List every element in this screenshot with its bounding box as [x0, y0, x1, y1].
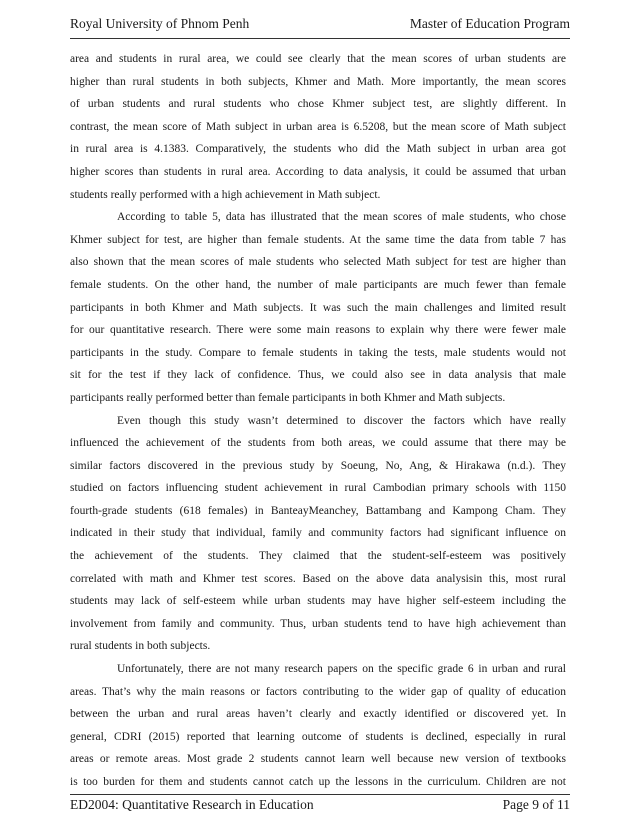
text-line: similar factors discovered in the previous study by Soeung, No, Ang, & Hirakawa (n.d.). They: [70, 459, 566, 472]
text-line: indicated in their study that individual, family and community factors had significant influence on: [70, 527, 566, 540]
page-header: [70, 16, 570, 39]
text-line: fourth-grade students (618 females) in BanteayMeanchey, Battambang and Kampong Cham. They: [70, 504, 566, 517]
text-line: also shown that the mean scores of male students who selected Math subject for test are higher than: [70, 256, 566, 269]
text-line: involvement from family and community. Thus, urban students tend to have high achievement than: [70, 617, 566, 630]
text-line: the achievement of the students. They claimed that the student-self-esteem was positively: [70, 550, 566, 563]
text-line: Even though this study wasn’t determined to discover the factors which have really: [117, 414, 566, 427]
text-line: in rural area is 4.1383. Comparatively, the students who did the Math subject in urban area got: [70, 143, 566, 156]
text-line: for our quantitative research. There were some main reasons to explain why there were fewer male: [70, 324, 566, 337]
text-line: According to table 5, data has illustrated that the mean scores of male students, who chose: [117, 211, 566, 224]
text-line: general, CDRI (2015) reported that learning outcome of students is declined, especially in rural: [70, 730, 566, 743]
text-line: participants in both Khmer and Math subjects. It was such the main challenges and limited result: [70, 301, 566, 314]
text-line: areas or remote areas. Most grade 2 students cannot learn well because new version of textbooks: [70, 753, 566, 766]
text-line: is too burden for them and students cannot catch up the lessons in the curriculum. Children are not: [70, 776, 566, 788]
text-line: area and students in rural area, we could see clearly that the mean scores of urban students are: [70, 53, 566, 65]
header-program: Master of Education Program: [409, 16, 570, 31]
text-line: students may lack of self-esteem while urban students may have higher self-esteem including the: [70, 595, 566, 608]
text-line: female students. On the other hand, the number of male participants are much fewer than female: [70, 278, 566, 291]
footer-course: ED2004: Quantitative Research in Education: [70, 797, 314, 812]
text-line: rural students in both subjects.: [70, 640, 211, 653]
text-line: sit for the test if they lack of confidence. Thus, we could also see in data analysis that male: [70, 369, 566, 382]
text-line: correlated with math and Khmer test scores. Based on the above data analysisin this, most rural: [70, 572, 566, 585]
text-line: influenced the achievement of the students from both areas, we could assume that there may be: [70, 437, 566, 450]
text-line: Khmer subject for test, are higher than female students. At the same time the data from table 7 has: [70, 233, 566, 246]
text-line: areas. That’s why the main reasons or factors contributing to the wider gap of quality of education: [70, 685, 566, 698]
text-line: studied on factors influencing student achievement in rural Cambodian primary schools with 1150: [70, 482, 566, 495]
text-line: participants really performed better than female participants in both Khmer and Math subjects.: [70, 391, 506, 404]
text-line: higher than rural students in both subjects, Khmer and Math. More importantly, the mean scores: [70, 75, 566, 88]
text-line: contrast, the mean score of Math subject in urban area is 6.5208, but the mean score of Math subject: [70, 120, 566, 133]
page-footer: [70, 794, 570, 813]
header-institution: Royal University of Phnom Penh: [70, 16, 250, 31]
text-line: participants in the study. Compare to female students in taking the tests, male students would not: [70, 346, 566, 359]
text-line: students really performed with a high achievement in Math subject.: [70, 188, 381, 201]
document-body: [70, 48, 566, 794]
text-line: of urban students and rural students who chose Khmer subject test, are slightly different. In: [70, 98, 566, 111]
text-line: between the urban and rural areas haven’t clearly and exactly identified or discovered yet. In: [70, 708, 566, 721]
footer-page-number: Page 9 of 11: [502, 797, 570, 812]
text-line: higher scores than students in rural area. According to data analysis, it could be assumed that urban: [70, 165, 566, 178]
text-line: Unfortunately, there are not many research papers on the specific grade 6 in urban and rural: [117, 663, 566, 676]
